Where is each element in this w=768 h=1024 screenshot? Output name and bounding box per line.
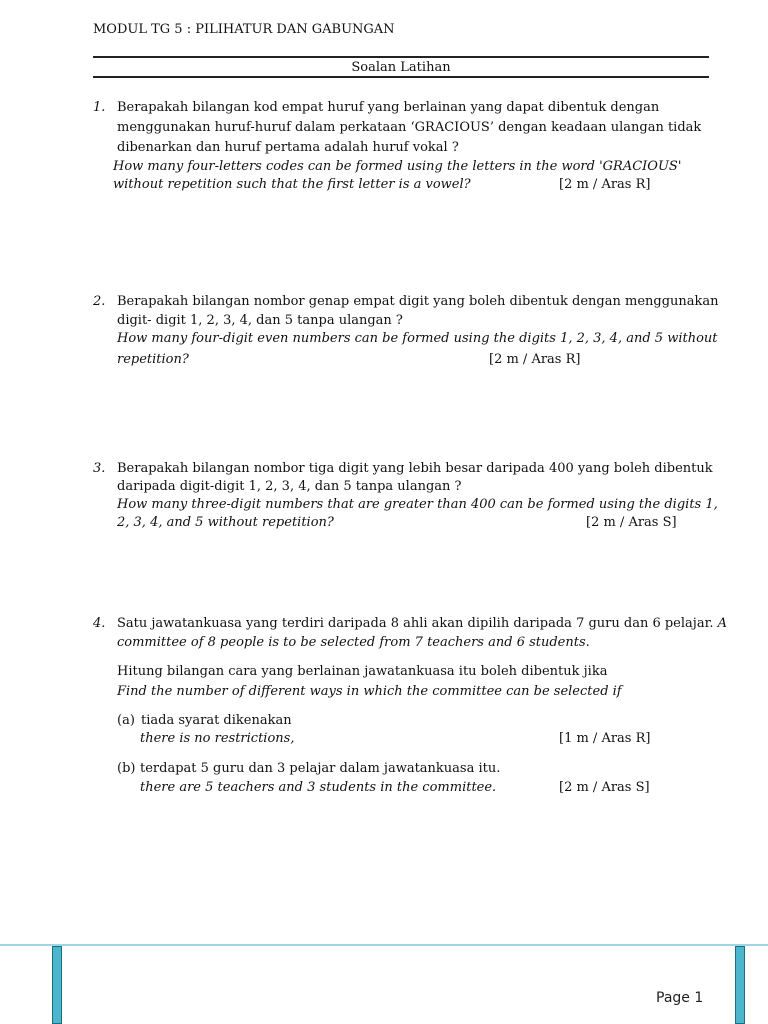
question-english-line: committee of 8 people is to be selected from 7 teachers and 6 students.: [117, 635, 590, 650]
question-english-line: How many four-digit even numbers can be formed using the digits 1, 2, 3, 4, and 5 without: [117, 331, 718, 346]
question-malay-line: dibenarkan dan huruf pertama adalah huruf vokal ?: [117, 140, 459, 155]
question-malay-line: menggunakan huruf-huruf dalam perkataan ‘GRACIOUS’ dengan keadaan ulangan tidak: [117, 120, 702, 135]
footer-bar-left: [52, 946, 62, 1024]
question-malay-line: digit- digit 1, 2, 3, 4, dan 5 tanpa ulangan ?: [117, 313, 403, 328]
part-english: there are 5 teachers and 3 students in the committee.: [140, 780, 497, 795]
part-label: (b): [117, 761, 136, 776]
part-label: (a): [117, 713, 135, 728]
marks-label: [2 m / Aras R]: [489, 352, 581, 367]
question-english-prompt: Find the number of different ways in which the committee can be selected if: [117, 684, 622, 699]
question-malay-line: [117, 616, 727, 632]
question-malay-line: daripada digit-digit 1, 2, 3, 4, dan 5 tanpa ulangan ?: [117, 479, 462, 494]
marks-label: [2 m / Aras R]: [559, 177, 651, 192]
footer-bar-right: [735, 946, 745, 1024]
question-number: 2.: [93, 294, 106, 309]
question-english-line: How many four-letters codes can be formed using the letters in the word 'GRACIOUS': [113, 159, 682, 174]
question-number: 4.: [93, 616, 106, 631]
question-malay-line: Berapakah bilangan nombor tiga digit yang lebih besar daripada 400 yang boleh dibentuk: [117, 461, 713, 476]
question-malay-prompt: Hitung bilangan cara yang berlainan jawatankuasa itu boleh dibentuk jika: [117, 664, 608, 679]
part-malay: terdapat 5 guru dan 3 pelajar dalam jawatankuasa itu.: [140, 761, 501, 776]
question-malay-text: Satu jawatankuasa yang terdiri daripada 8 ahli akan dipilih daripada 7 guru dan 6 pelajar.: [117, 616, 714, 631]
question-english-line: How many three-digit numbers that are greater than 400 can be formed using the digits 1,: [117, 497, 718, 512]
part-english: there is no restrictions,: [140, 731, 295, 746]
marks-label: [2 m / Aras S]: [559, 780, 650, 795]
footer-rule: [0, 944, 768, 946]
question-malay-line: Berapakah bilangan nombor genap empat digit yang boleh dibentuk dengan menggunakan: [117, 294, 719, 309]
part-malay: tiada syarat dikenakan: [141, 713, 292, 728]
header-rule-bottom: [93, 76, 709, 78]
question-number: 3.: [93, 461, 106, 476]
question-english-line: 2, 3, 4, and 5 without repetition?: [117, 515, 334, 530]
question-english-text: A: [717, 616, 728, 631]
question-english-line: repetition?: [117, 352, 189, 367]
marks-label: [1 m / Aras R]: [559, 731, 651, 746]
module-title: MODUL TG 5 : PILIHATUR DAN GABUNGAN: [93, 22, 395, 37]
question-english-line: without repetition such that the first letter is a vowel?: [113, 177, 471, 192]
section-title: Soalan Latihan: [351, 60, 451, 75]
page-number: Page 1: [656, 990, 704, 1006]
header-rule-top: [93, 56, 709, 58]
question-malay-line: Berapakah bilangan kod empat huruf yang berlainan yang dapat dibentuk dengan: [117, 100, 660, 115]
marks-label: [2 m / Aras S]: [586, 515, 677, 530]
question-number: 1.: [93, 100, 106, 115]
